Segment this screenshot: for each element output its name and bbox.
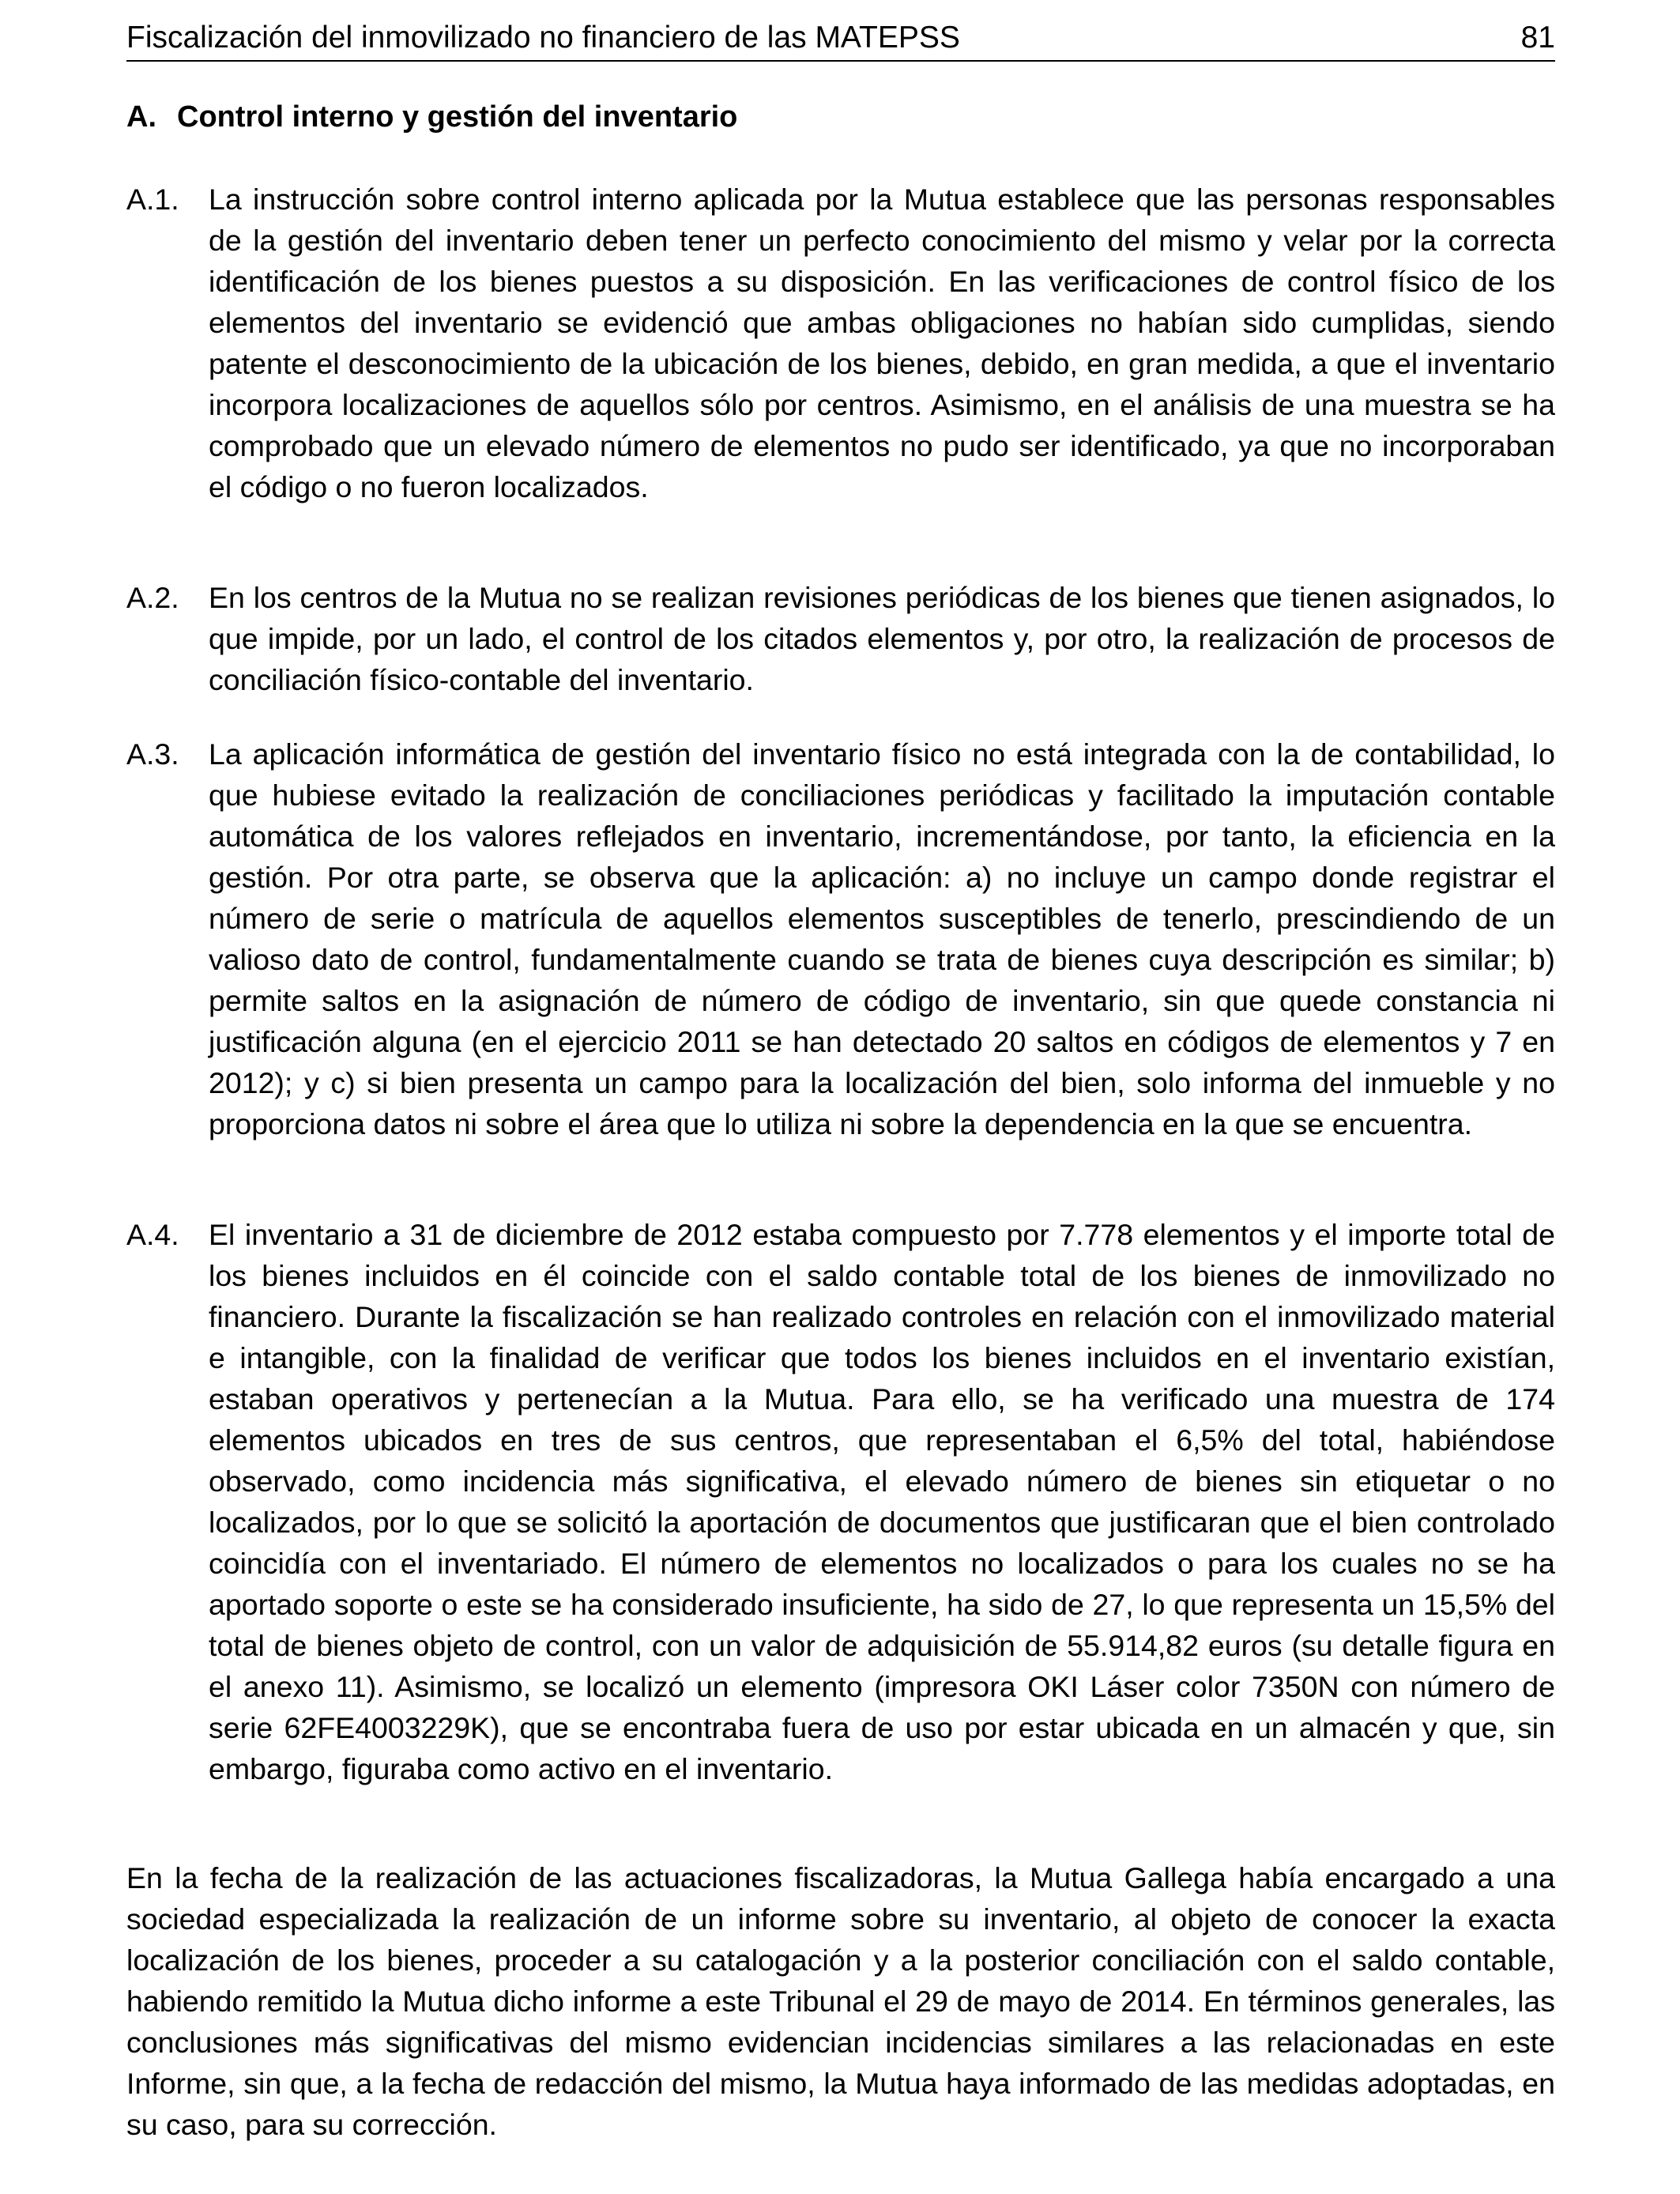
item-label: A.4. xyxy=(126,1218,179,1251)
item-label: A.1. xyxy=(126,183,179,216)
page-number: 81 xyxy=(1520,21,1555,55)
section-letter: A. xyxy=(126,100,156,134)
closing-paragraph: En la fecha de la realización de las actuaciones fiscalizadoras, la Mutua Gallega había encargado a una sociedad especializada la realización de un informe sobre su inventario, al objeto de conocer la exacta localización de los bienes, proceder a su catalogación y a la posterior conciliación con el saldo contable, habiendo remitido la Mutua dicho informe a este Tribunal el 29 de mayo de 2014. En términos generales, las conclusiones más significativas del mismo evidencian incidencias similares a las relacionadas en este Informe, sin que, a la fecha de redacción del mismo, la Mutua haya informado de las medidas adoptadas, en su caso, para su corrección. xyxy=(126,1861,1555,2141)
section-heading xyxy=(126,96,737,138)
item-label: A.2. xyxy=(126,581,179,614)
item-paragraph: La instrucción sobre control interno aplicada por la Mutua establece que las personas responsables de la gestión del inventario deben tener un perfecto conocimiento del mismo y velar por la correcta identificación de los bienes puestos a su disposición. En las verificaciones de control físico de los elementos del inventario se evidenció que ambas obligaciones no habían sido cumplidas, siendo patente el desconocimiento de la ubicación de los bienes, debido, en gran medida, a que el inventario incorpora localizaciones de aquellos sólo por centros. Asimismo, en el análisis de una muestra se ha comprobado que un elevado número de elementos no pudo ser identificado, ya que no incorporaban el código o no fueron localizados. xyxy=(209,183,1555,503)
section-title: Control interno y gestión del inventario xyxy=(177,100,738,134)
item-label: A.3. xyxy=(126,737,179,771)
page-header xyxy=(126,16,1555,62)
item-paragraph: La aplicación informática de gestión del inventario físico no está integrada con la de contabilidad, lo que hubiese evitado la realización de conciliaciones periódicas y facilitado la imputación contable automática de los valores reflejados en inventario, incrementándose, por tanto, la eficiencia en la gestión. Por otra parte, se observa que la aplicación: a) no incluye un campo donde registrar el número de serie o matrícula de aquellos elementos susceptibles de tenerlo, prescindiendo de un valioso dato de control, fundamentalmente cuando se trata de bienes cuya descripción es similar; b) permite saltos en la asignación de número de código de inventario, sin que quede constancia ni justificación alguna (en el ejercicio 2011 se han detectado 20 saltos en códigos de elementos y 7 en 2012); y c) si bien presenta un campo para la localización del bien, solo informa del inmueble y no proporciona datos ni sobre el área que lo utiliza ni sobre la dependencia en la que se encuentra. xyxy=(209,737,1555,1140)
item-paragraph: En los centros de la Mutua no se realizan revisiones periódicas de los bienes que tienen asignados, lo que impide, por un lado, el control de los citados elementos y, por otro, la realización de procesos de conciliación físico-contable del inventario. xyxy=(209,581,1555,696)
item-paragraph: El inventario a 31 de diciembre de 2012 estaba compuesto por 7.778 elementos y el importe total de los bienes incluidos en él coincide con el saldo contable total de los bienes de inmovilizado no financiero. Durante la fiscalización se han realizado controles en relación con el inmovilizado material e intangible, con la finalidad de verificar que todos los bienes incluidos en el inventario existían, estaban operativos y pertenecían a la Mutua. Para ello, se ha verificado una muestra de 174 elementos ubicados en tres de sus centros, que representaban el 6,5% del total, habiéndose observado, como incidencia más significativa, el elevado número de bienes sin etiquetar o no localizados, por lo que se solicitó la aportación de documentos que justificaran que el bien controlado coincidía con el inventariado. El número de elementos no localizados o para los cuales no se ha aportado soporte o este se ha considerado insuficiente, ha sido de 27, lo que representa un 15,5% del total de bienes objeto de control, con un valor de adquisición de 55.914,82 euros (su detalle figura en el anexo 11). Asimismo, se localizó un elemento (impresora OKI Láser color 7350N con número de serie 62FE4003229K), que se encontraba fuera de uso por estar ubicada en un almacén y que, sin embargo, figuraba como activo en el inventario. xyxy=(209,1218,1555,1785)
header-title: Fiscalización del inmovilizado no financiero de las MATEPSS xyxy=(126,21,960,55)
